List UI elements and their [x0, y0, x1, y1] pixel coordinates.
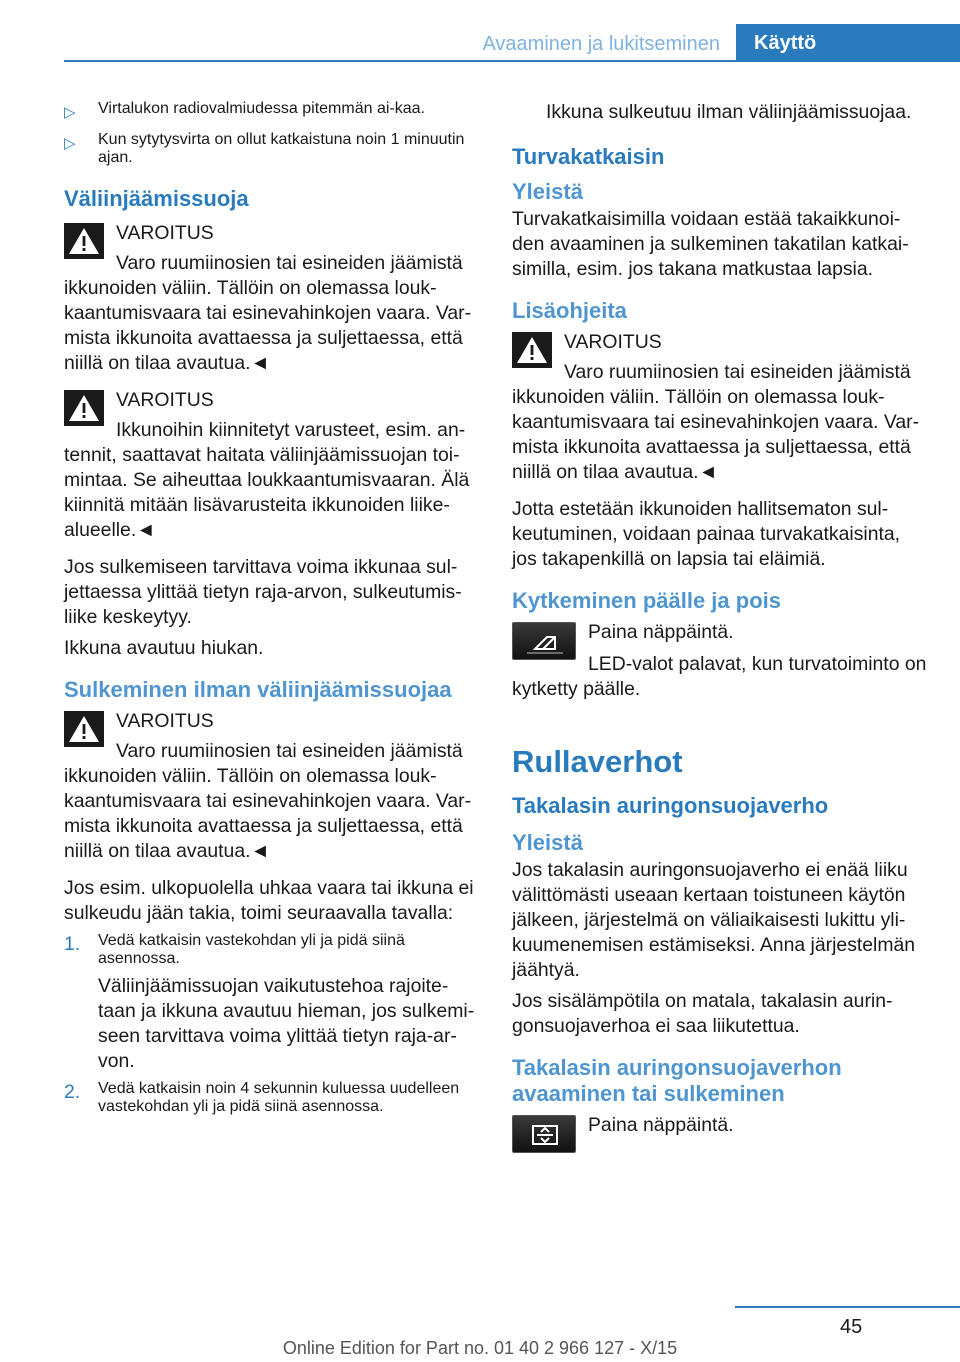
paragraph: Jos esim. ulkopuolella uhkaa vaara tai ikkuna ei sulkeudu jään takia, toimi seuraavalla tavalla:	[64, 877, 474, 924]
heading-closing-without-protection: Sulkeminen ilman väliinjäämissuojaa	[64, 677, 452, 702]
warning-icon	[64, 223, 104, 259]
warning-text: Ikkunoihin kiinnitetyt varusteet, esim. an-tennit, saattavat haitata väliinjäämissuojan toi-mintaa. Se aiheuttaa loukkaantumisvaaran. Älä kiinnitä mitään lisävarusteita ikkunoiden liike-alueelle.◄	[64, 419, 470, 541]
bullet-text: Virtalukon radiovalmiudessa pitemmän ai-kaa.	[98, 100, 425, 117]
paragraph: Jos sisälämpötila on matala, takalasin aurin-gonsuojaverhoa ei saa liikutettua.	[512, 990, 893, 1037]
paragraph: Ikkuna avautuu hiukan.	[64, 637, 264, 659]
bullet-item	[64, 131, 482, 167]
right-column	[512, 100, 930, 1153]
button-instruction	[512, 1113, 930, 1153]
step-text: Vedä katkaisin vastekohdan yli ja pidä siinä asennossa.	[98, 932, 405, 967]
header-section-title: Avaaminen ja lukitseminen	[482, 33, 720, 55]
triangle-bullet-icon: ▷	[64, 135, 76, 152]
bullet-text: Kun sytytysvirta on ollut katkaistuna noin 1 minuutin ajan.	[98, 131, 465, 166]
press-button-text: Paina näppäintä.	[588, 621, 734, 643]
heading-open-close-blind: Takalasin auringonsuojaverhon avaaminen tai sulkeminen	[512, 1055, 842, 1106]
paragraph: Ikkuna sulkeutuu ilman väliinjäämissuojaa.	[546, 101, 912, 123]
warning-label: VAROITUS	[116, 710, 214, 732]
paragraph: Jos takalasin auringonsuojaverho ei enää liiku välittömästi useaan kertaan toistuneen käytön jälkeen, järjestelmä on väliaikaisesti lukittu yli-kuumenemisen estämiseksi. Anna järjestelmän jäähtyä.	[512, 859, 916, 981]
left-column	[64, 100, 482, 1122]
warning-label: VAROITUS	[116, 389, 214, 411]
heading-switch-on-off: Kytkeminen päälle ja pois	[512, 588, 781, 613]
warning-block	[512, 330, 930, 485]
heading-additional-notes: Lisäohjeita	[512, 298, 627, 323]
header-chapter-tab: Käyttö	[736, 24, 960, 62]
heading-safety-switch: Turvakatkaisin	[512, 144, 665, 169]
sunblind-button-icon	[512, 1115, 576, 1153]
press-button-text: Paina näppäintä.	[588, 1114, 734, 1136]
warning-icon	[64, 711, 104, 747]
step-number: 2.	[64, 1081, 81, 1103]
heading-general: Yleistä	[512, 179, 583, 204]
header-rule	[64, 60, 960, 62]
paragraph: Turvakatkaisimilla voidaan estää takaikkunoi-den avaaminen ja sulkeminen takatilan katkai-similla, esim. jos takana matkustaa lapsia.	[512, 208, 909, 280]
paragraph: LED-valot palavat, kun turvatoiminto on kytketty päälle.	[512, 653, 927, 700]
heading-rear-window-blind: Takalasin auringonsuojaverho	[512, 793, 829, 818]
heading-general: Yleistä	[512, 830, 583, 855]
heading-pinch-protection: Väliinjäämissuoja	[64, 186, 249, 211]
warning-text: Varo ruumiinosien tai esineiden jäämistä ikkunoiden väliin. Tällöin on olemassa louk-kaantumisvaara tai esinevahinkojen vaara. Var-mista ikkunoita avattaessa ja suljettaessa, että niillä on tilaa avautua.◄	[64, 252, 472, 374]
numbered-step	[64, 1080, 482, 1116]
warning-icon	[64, 390, 104, 426]
step-text: Vedä katkaisin noin 4 sekunnin kuluessa uudelleen vastekohdan yli ja pidä siinä asennossa.	[98, 1080, 460, 1115]
step-subtext: Väliinjäämissuojan vaikutustehoa rajoite-taan ja ikkuna avautuu hieman, jos sulkemi-seen tarvittava voima ylittää tietyn raja-ar-von.	[98, 975, 475, 1072]
window-lock-button-icon	[512, 622, 576, 660]
paragraph: Jos sulkemiseen tarvittava voima ikkunaa sul-jettaessa ylittää tietyn raja-arvon, sulkeutumis-liike keskeytyy.	[64, 556, 462, 628]
numbered-step	[64, 932, 482, 968]
warning-block	[64, 388, 482, 543]
footer-rule	[735, 1306, 960, 1308]
heading-roller-blinds: Rullaverhot	[512, 744, 683, 779]
warning-text: Varo ruumiinosien tai esineiden jäämistä ikkunoiden väliin. Tällöin on olemassa louk-kaantumisvaara tai esinevahinkojen vaara. Var-mista ikkunoita avattaessa ja suljettaessa, että niillä on tilaa avautua.◄	[512, 361, 920, 483]
footer-edition: Online Edition for Part no. 01 40 2 966 127 - X/15	[282, 1338, 678, 1358]
warning-label: VAROITUS	[564, 331, 662, 353]
bullet-item	[64, 100, 482, 125]
page-number: 45	[840, 1316, 863, 1338]
warning-block	[64, 709, 482, 864]
triangle-bullet-icon: ▷	[64, 104, 76, 121]
warning-label: VAROITUS	[116, 222, 214, 244]
warning-icon	[512, 332, 552, 368]
step-number: 1.	[64, 933, 81, 955]
warning-block	[64, 221, 482, 376]
paragraph: Jotta estetään ikkunoiden hallitsematon sul-keutuminen, voidaan painaa turvakatkaisinta, jos takapenkillä on lapsia tai eläimiä.	[512, 498, 901, 570]
warning-text: Varo ruumiinosien tai esineiden jäämistä ikkunoiden väliin. Tällöin on olemassa louk-kaantumisvaara tai esinevahinkojen vaara. Var-mista ikkunoita avattaessa ja suljettaessa, että niillä on tilaa avautua.◄	[64, 740, 472, 862]
